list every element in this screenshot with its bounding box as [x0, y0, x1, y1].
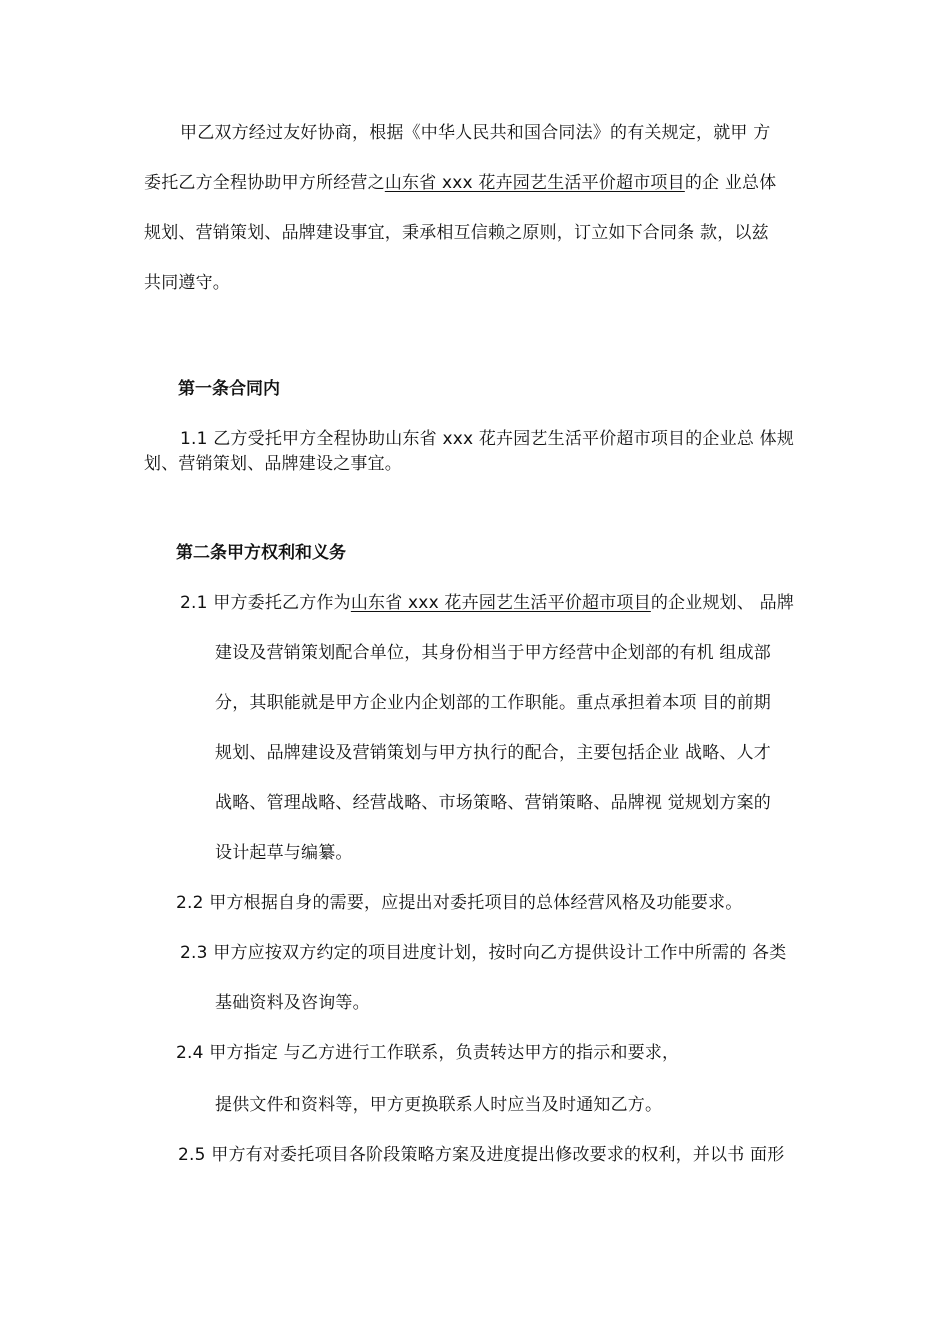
- intro-line-4: 共同遵守。: [144, 273, 230, 293]
- clause-2-5-line-1: 2.5 甲方有对委托项目各阶段策略方案及进度提出修改要求的权利，并以书 面形: [178, 1145, 785, 1165]
- clause-2-1-line-6: 设计起草与编纂。: [215, 843, 353, 863]
- clause-2-1-pre: 2.1 甲方委托乙方作为: [180, 593, 351, 613]
- intro-line-2: [144, 172, 776, 194]
- intro-line-3: 规划、营销策划、品牌建设事宜，秉承相互信赖之原则，订立如下合同条 款，以兹: [144, 223, 769, 243]
- clause-2-1-line-4: 规划、品牌建设及营销策划与甲方执行的配合，主要包括企业 战略、人才: [215, 743, 772, 763]
- clause-2-1-project-underlined: 山东省 xxx 花卉园艺生活平价超市项目: [350, 593, 651, 613]
- intro-line-2-post: 的企 业总体: [684, 173, 777, 193]
- clause-2-1-line-1: [180, 592, 794, 614]
- section-2-title: 第二条甲方权利和义务: [176, 543, 346, 563]
- intro-line-1: 甲乙双方经过友好协商，根据《中华人民共和国合同法》的有关规定，就甲 方: [180, 123, 771, 143]
- section-1-title: 第一条合同内: [178, 379, 280, 399]
- clause-2-4-line-1: 2.4 甲方指定 与乙方进行工作联系，负责转达甲方的指示和要求，: [176, 1043, 680, 1063]
- clause-2-1-line-5: 战略、管理战略、经营战略、市场策略、营销策略、品牌视 觉规划方案的: [215, 793, 772, 813]
- project-name-underlined: 山东省 xxx 花卉园艺生活平价超市项目: [384, 173, 685, 193]
- intro-line-2-pre: 委托乙方全程协助甲方所经营之: [144, 173, 385, 193]
- clause-2-1-post: 的企业规划、 品牌: [650, 593, 795, 613]
- clause-2-4-line-2: 提供文件和资料等，甲方更换联系人时应当及时通知乙方。: [215, 1095, 663, 1115]
- clause-2-1-line-2: 建设及营销策划配合单位，其身份相当于甲方经营中企划部的有机 组成部: [215, 643, 772, 663]
- clause-2-1-line-3: 分，其职能就是甲方企业内企划部的工作职能。重点承担着本项 目的前期: [215, 693, 772, 713]
- clause-2-3-line-2: 基础资料及咨询等。: [215, 993, 370, 1013]
- clause-1-1-line-1: 1.1 乙方受托甲方全程协助山东省 xxx 花卉园艺生活平价超市项目的企业总 体规: [180, 429, 795, 449]
- clause-1-1-line-2: 划、营销策划、品牌建设之事宜。: [144, 454, 402, 474]
- clause-2-2: 2.2 甲方根据自身的需要，应提出对委托项目的总体经营风格及功能要求。: [176, 893, 743, 913]
- clause-2-3-line-1: 2.3 甲方应按双方约定的项目进度计划，按时向乙方提供设计工作中所需的 各类: [180, 943, 787, 963]
